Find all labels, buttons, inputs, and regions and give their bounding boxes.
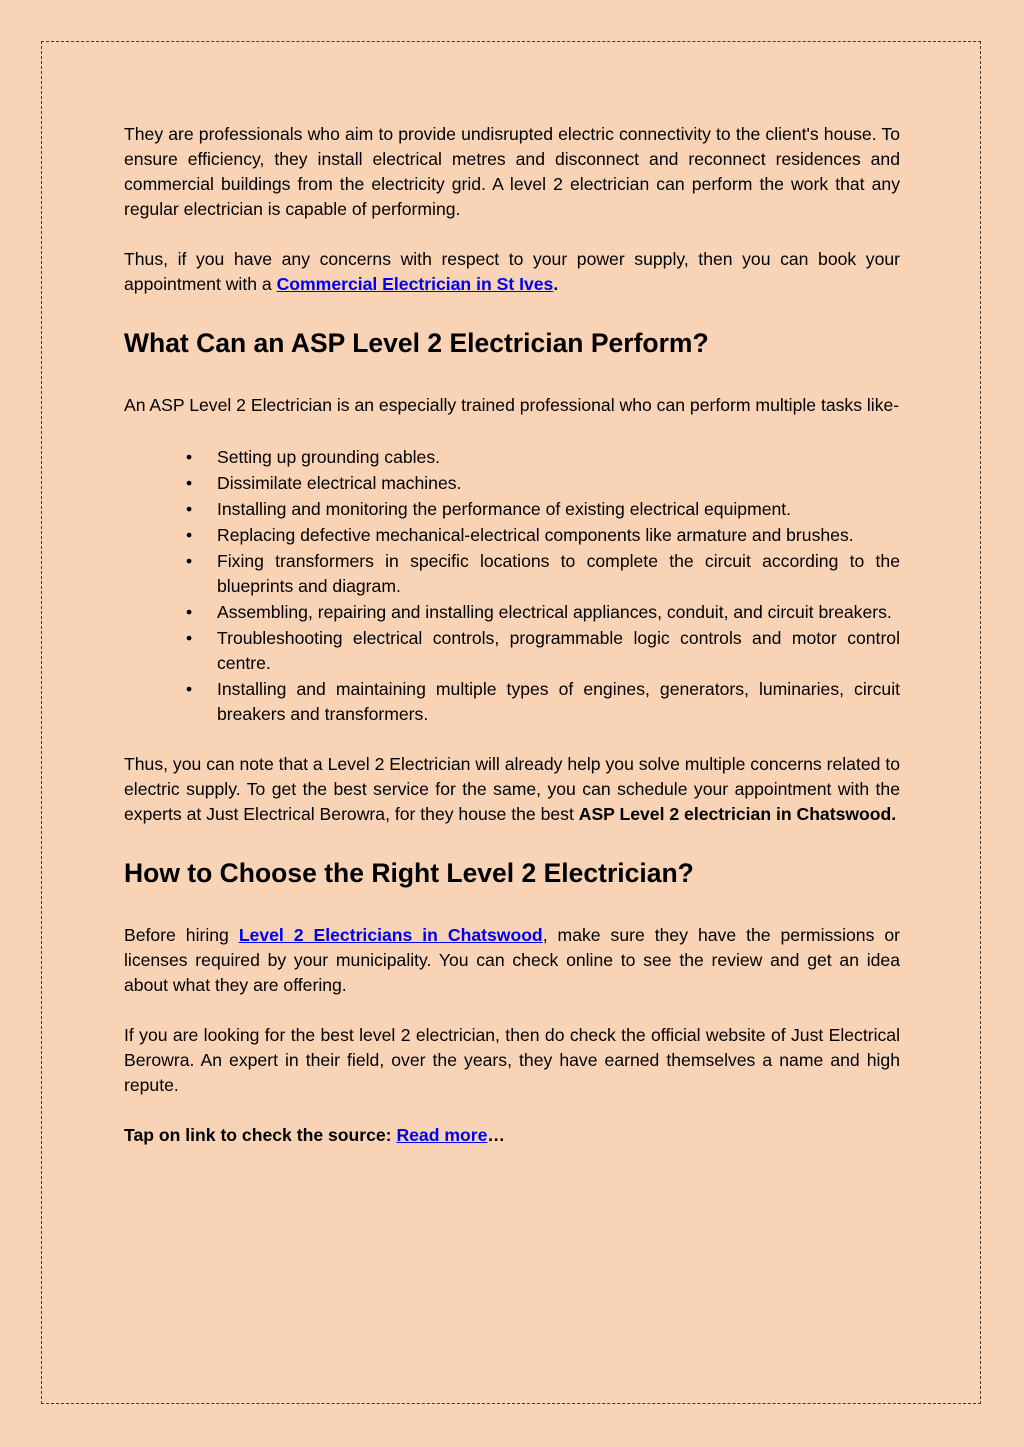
bullet-icon: • — [186, 628, 193, 648]
section-2-paragraph-1-end: , make sure they have the permissions or licenses required by your municipality. You can check online to see the review and get an idea about what they are offering. — [124, 925, 900, 995]
intro-paragraph-2-text: Thus, if you have any concerns with respect to your power supply, then you can book your appointment with a — [124, 249, 900, 294]
level-2-electricians-link[interactable]: Level 2 Electricians in Chatswood — [238, 925, 543, 945]
document-body — [124, 122, 900, 1148]
bullet-icon: • — [186, 525, 193, 545]
source-line — [124, 1123, 900, 1148]
section-1-closing-text: Thus, you can note that a Level 2 Electrician will already help you solve multiple concerns related to electric supply. To get the best service for the same, you can schedule your appointment with the experts at Just Electrical Berowra, for they house the best — [124, 754, 900, 824]
list-item — [124, 626, 900, 676]
list-item-text: Troubleshooting electrical controls, programmable logic controls and motor control centre. — [217, 628, 900, 673]
section-1-lead: An ASP Level 2 Electrician is an especially trained professional who can perform multiple tasks like- — [124, 395, 900, 415]
list-item — [124, 523, 900, 548]
section-2-paragraph-1-start: Before hiring — [124, 925, 239, 945]
list-item-text: Replacing defective mechanical-electrical components like armature and brushes. — [217, 525, 854, 545]
bullet-icon: • — [186, 551, 193, 571]
intro-paragraph-2 — [124, 247, 900, 297]
list-item-text: Installing and monitoring the performance of existing electrical equipment. — [217, 499, 792, 519]
source-label: Tap on link to check the source: — [124, 1125, 397, 1145]
bullet-icon: • — [186, 447, 193, 467]
section-1-closing — [124, 752, 900, 827]
list-item-text: Setting up grounding cables. — [217, 447, 441, 467]
bullet-icon: • — [186, 602, 193, 622]
intro-paragraph-1: They are professionals who aim to provide undisrupted electric connectivity to the client's house. To ensure efficiency, they install electrical metres and disconnect and reconnect residences and commercial buildings from the electricity grid. A level 2 electrician can perform the work that any regular electrician is capable of performing. — [124, 124, 900, 219]
section-2-heading: How to Choose the Right Level 2 Electrician? — [124, 858, 694, 888]
source-ellipsis: … — [487, 1125, 505, 1145]
list-item — [124, 677, 900, 727]
list-item — [124, 497, 900, 522]
list-item — [124, 445, 900, 470]
bullet-icon: • — [186, 473, 193, 493]
bullet-icon: • — [186, 499, 193, 519]
read-more-link[interactable]: Read more — [396, 1125, 488, 1145]
section-1-closing-bold: ASP Level 2 electrician in Chatswood. — [578, 804, 897, 824]
section-2-paragraph-1 — [124, 923, 900, 998]
list-item — [124, 549, 900, 599]
commercial-electrician-link[interactable]: Commercial Electrician in St Ives — [276, 274, 554, 294]
bullet-icon: • — [186, 679, 193, 699]
list-item — [124, 600, 900, 625]
section-1-heading: What Can an ASP Level 2 Electrician Perform? — [124, 328, 709, 358]
list-item-text: Assembling, repairing and installing electrical appliances, conduit, and circuit breakers. — [217, 602, 892, 622]
intro-paragraph-2-period: . — [553, 274, 559, 294]
list-item — [124, 471, 900, 496]
list-item-text: Dissimilate electrical machines. — [217, 473, 462, 493]
section-2-paragraph-2: If you are looking for the best level 2 electrician, then do check the official website of Just Electrical Berowra. An expert in their field, over the years, they have earned themselves a name and high repute. — [124, 1025, 900, 1095]
list-item-text: Installing and maintaining multiple types of engines, generators, luminaries, circuit breakers and transformers. — [217, 679, 900, 724]
list-item-text: Fixing transformers in specific locations to complete the circuit according to the blueprints and diagram. — [217, 551, 900, 596]
task-list — [124, 445, 900, 727]
